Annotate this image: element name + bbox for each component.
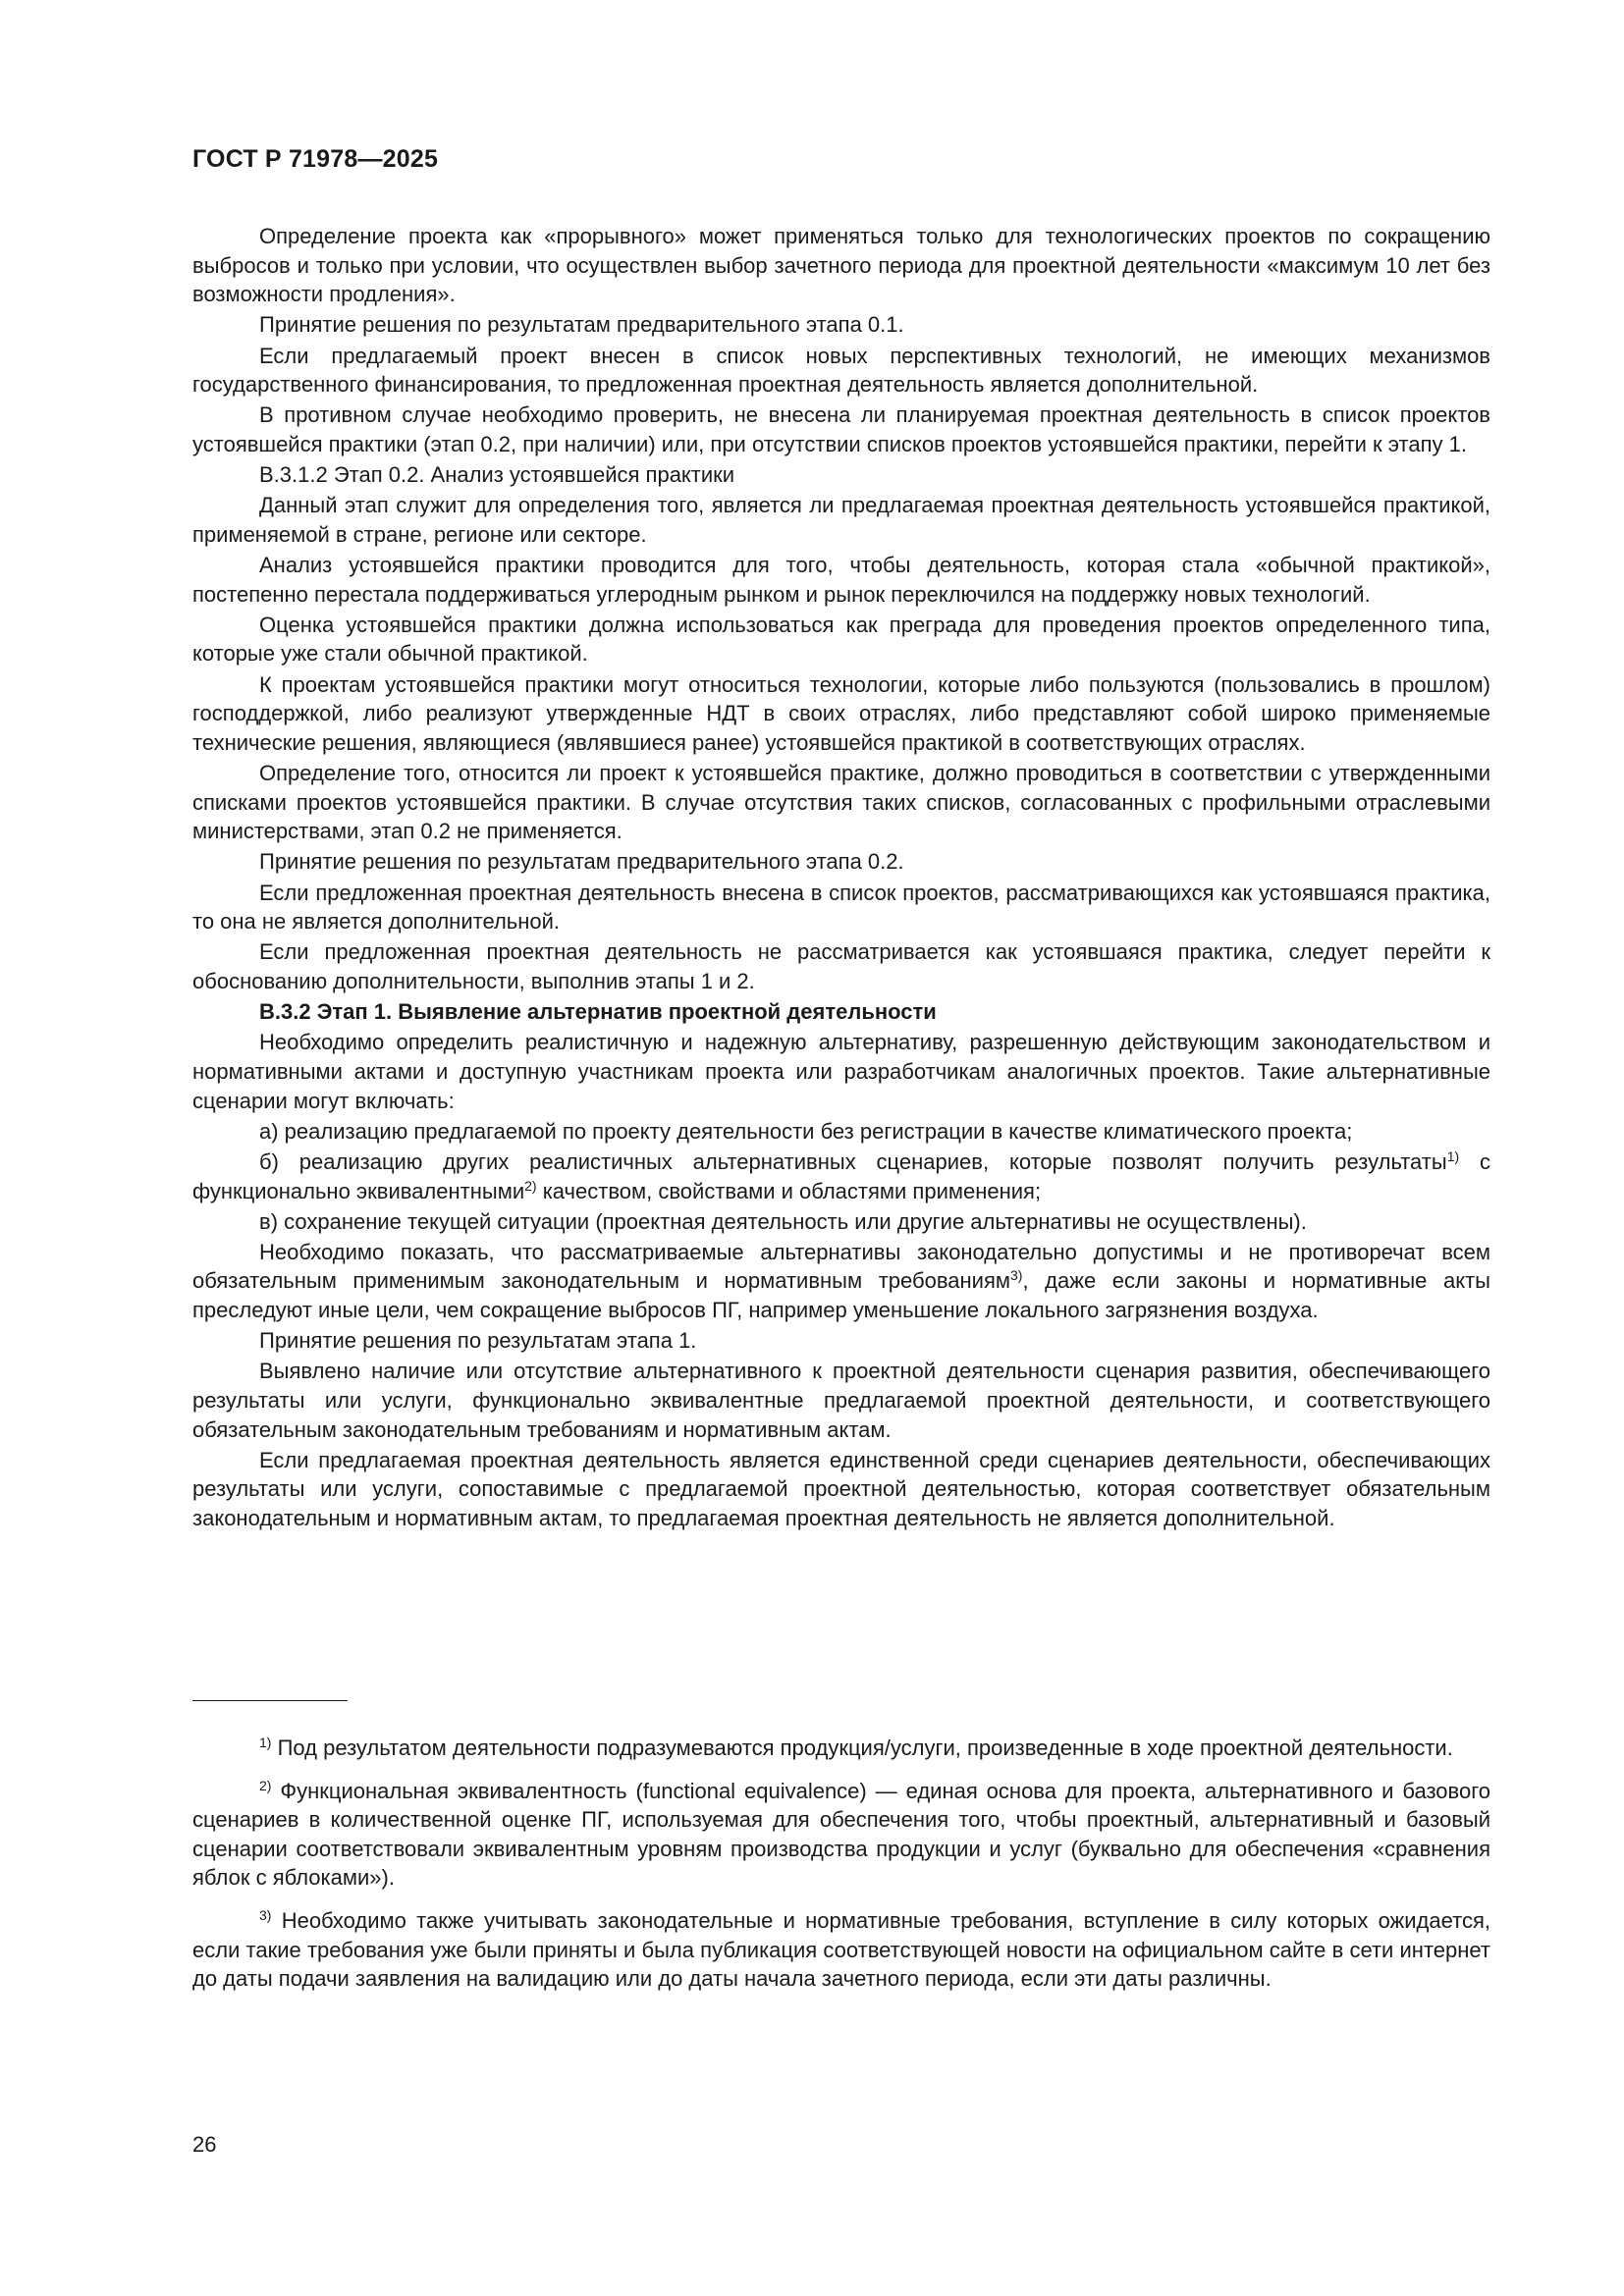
paragraph: Анализ устоявшейся практики проводится для того, чтобы деятельность, которая стала «обычной практикой», постепенно перестала поддерживаться углеродным рынком и рынок переключился на поддержку новых технологий. <box>192 553 1490 607</box>
footnote <box>192 1906 1490 1994</box>
subsection-title: В.3.1.2 Этап 0.2. Анализ устоявшейся практики <box>259 462 735 488</box>
paragraph: Если предлагаемая проектная деятельность является единственной среди сценариев деятельности, обеспечивающих результаты или услуги, сопоставимые с предлагаемой проектной деятельностью, которая соответствует обязательным законодательным и нормативным актам, то предлагаемая проектная деятельность не является дополнительной. <box>192 1447 1490 1530</box>
body-text <box>192 222 1490 1534</box>
footnote-text: Под результатом деятельности подразумеваются продукция/услуги, произведенные в ходе проектной деятельности. <box>271 1735 1453 1760</box>
footnote-marker: 1) <box>259 1735 272 1750</box>
paragraph: Оценка устоявшейся практики должна использоваться как преграда для проведения проектов определенного типа, которые уже стали обычной практикой. <box>192 612 1490 667</box>
footnote-text: Необходимо также учитывать законодательные и нормативные требования, вступление в силу которых ожидается, если такие требования уже были приняты и была публикация соответствующей новости на официальном сайте в сети интернет до даты подачи заявления на валидацию или до даты начала зачетного периода, если эти даты различны. <box>192 1907 1490 1992</box>
paragraph: Данный этап служит для определения того, является ли предлагаемая проектная деятельность устоявшейся практикой, применяемой в стране, регионе или секторе. <box>192 493 1490 547</box>
paragraph: Определение того, относится ли проект к устоявшейся практике, должно проводиться в соответствии с утвержденными списками проектов устоявшейся практики. В случае отсутствия таких списков, согласованных с профильными отраслевыми министерствами, этап 0.2 не применяется. <box>192 761 1490 844</box>
footnote-ref: 1) <box>1446 1148 1460 1164</box>
paragraph <box>192 1238 1490 1325</box>
list-item <box>192 1148 1490 1205</box>
list-item-text: качеством, свойствами и областями применения; <box>536 1178 1042 1203</box>
paragraph: Если предложенная проектная деятельность внесена в список проектов, рассматривающихся как устоявшаяся практика, то она не является дополнительной. <box>192 880 1490 934</box>
paragraph: Принятие решения по результатам предварительного этапа 0.2. <box>259 849 904 875</box>
footnote-marker: 2) <box>259 1777 272 1793</box>
footnote-text: Функциональная эквивалентность (functional equivalence) — единая основа для проекта, альтернативного и базового сценариев в количественной оценке ПГ, используемая для обеспечения того, чтобы проектный, альтернативный и базовый сценарии соответствовали эквивалентным уровням производства продукции и услуг (буквально для обеспечения «сравнения яблок с яблоками»). <box>192 1778 1490 1891</box>
footnote-divider <box>192 1700 348 1701</box>
paragraph: К проектам устоявшейся практики могут относиться технологии, которые либо пользуются (пользовались в прошлом) господдержкой, либо реализуют утвержденные НДТ в своих отраслях, либо представляют собой широко применяемые технические решения, являющиеся (являвшиеся ранее) устоявшейся практикой в соответствующих отраслях. <box>192 671 1490 755</box>
paragraph: Если предлагаемый проект внесен в список новых перспективных технологий, не имеющих механизмов государственного финансирования, то предложенная проектная деятельность является дополнительной. <box>192 343 1490 398</box>
paragraph: Необходимо определить реалистичную и надежную альтернативу, разрешенную действующим законодательством и нормативными актами и доступную участникам проекта или разработчикам аналогичных проектов. Такие альтернативные сценарии могут включать: <box>192 1030 1490 1113</box>
footnote-ref: 2) <box>524 1177 537 1194</box>
paragraph-text: , даже если законы и нормативные акты преследуют иные цели, чем сокращение выбросов ПГ, например уменьшение локального загрязнения воздуха. <box>192 1268 1490 1323</box>
list-item-text: с функционально эквивалентными <box>192 1148 1490 1203</box>
footnote-ref: 3) <box>1010 1267 1023 1284</box>
document-header: ГОСТ Р 71978—2025 <box>192 145 439 173</box>
paragraph: В противном случае необходимо проверить, не внесена ли планируемая проектная деятельность в список проектов устоявшейся практики (этап 0.2, при наличии) или, при отсутствии списков проектов устоявшейся практики, перейти к этапу 1. <box>192 402 1490 456</box>
list-item: а) реализацию предлагаемой по проекту деятельности без регистрации в качестве климатического проекта; <box>259 1118 1353 1144</box>
footnote-marker: 3) <box>259 1906 272 1923</box>
page-number: 26 <box>192 2132 217 2157</box>
paragraph: Принятие решения по результатам этапа 1. <box>259 1328 697 1354</box>
paragraph: Принятие решения по результатам предварительного этапа 0.1. <box>259 312 904 338</box>
paragraph-text: Необходимо показать, что рассматриваемые альтернативы законодательно допустимы и не противоречат всем обязательным применимым законодательным и нормативным требованиям <box>192 1239 1490 1294</box>
paragraph: Выявлено наличие или отсутствие альтернативного к проектной деятельности сценария развития, обеспечивающего результаты или услуги, функционально эквивалентные предлагаемой проектной деятельности, и соответствующего обязательным законодательным требованиям и нормативным актам. <box>192 1359 1490 1442</box>
section-heading: В.3.2 Этап 1. Выявление альтернатив проектной деятельности <box>259 999 937 1025</box>
paragraph: Если предложенная проектная деятельность не рассматривается как устоявшаяся практика, следует перейти к обоснованию дополнительности, выполнив этапы 1 и 2. <box>192 939 1490 993</box>
paragraph: Определение проекта как «прорывного» может применяться только для технологических проектов по сокращению выбросов и только при условии, что осуществлен выбор зачетного периода для проектной деятельности «максимум 10 лет без возможности продления». <box>192 224 1490 307</box>
footnote <box>192 1777 1490 1893</box>
list-item-text: б) реализацию других реалистичных альтернативных сценариев, которые позволят получить результаты <box>259 1148 1447 1174</box>
footnotes <box>192 1734 1490 2007</box>
list-item: в) сохранение текущей ситуации (проектная деятельность или другие альтернативы не осуществлены). <box>259 1208 1307 1234</box>
footnote <box>192 1734 1490 1763</box>
